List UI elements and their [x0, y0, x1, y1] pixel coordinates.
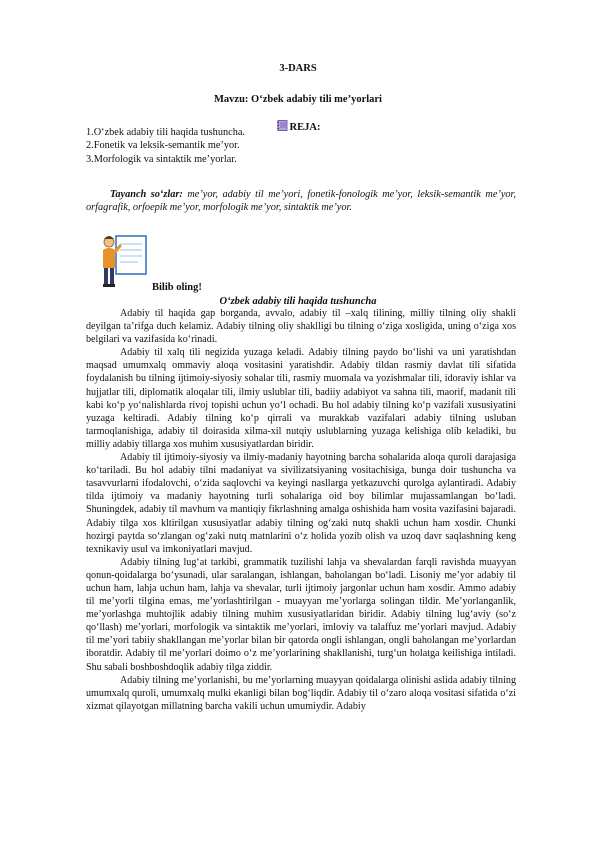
paragraph: Adabiy tilning me’yorlanishi, bu me’yorlarning muayyan qoidalarga olinishi aslida adabiy tilning umumxalq quroli, umumxalq mulki ekanligi bilan bog‘liqdir. Adabiy til o‘zaro aloqa vositasi sifatida o‘zi xizmat qilayotgan millatning barcha vakili uchun umumiydir. Adabiy — [86, 674, 516, 712]
teacher-with-board-icon — [100, 230, 148, 290]
paragraph: Adabiy til xalq tili negizida yuzaga keladi. Adabiy tilning paydo bo‘lishi va uni yaratishdan maqsad umumxalq ommaviy aloqa vositasini yaratishdir. Adabiy tildan rasmiy davlat tili sifatida foydalanish bu tilning ijtimoiy-siyosiy sohalar tili, rasmiy muomala va yozishmalar tili, idoraviy ishlar va hujjatlar tili, diplomatik aloqalar tili, ilmiy uslublar tili, badiiy adabiyot va sahna tili, maorif, madanit tili kabi ko‘p yo‘nalishlarda rivoj topishi uchun yo‘l ochadi. Bu hol adabiy tilning ko‘p vazifali xususiyatini yuzaga keltiradi. Adabiy tilning ko‘p qirrali va murakkab vazifalari adabiy tilning usluban tarmoqlanishiga, adabiy til doirasida xilma-xil nutqiy uslublarning yuzaga kelishiga olib keladiki, bu milliy adabiy tillarga xos muhim xususiyatlardan biridir. — [86, 347, 516, 450]
plan-title: REJA: — [289, 122, 321, 133]
plan-item: 3.Morfologik va sintaktik me’yorlar. — [86, 153, 237, 165]
body-text — [86, 307, 516, 713]
paragraph: Adabiy til haqida gap borganda, avvalo, adabiy til –xalq tilining, milliy tilning oliy shakli deyilgan ta’rifga duch kelamiz. Adabiy tilning oliy shaklligi bu tilning o‘ziga xosligida, uning o‘ziga xos belgilari va vazifasida ko‘rinadi. — [86, 308, 516, 346]
section-title: O‘zbek adabiy tili haqida tushuncha — [219, 296, 377, 307]
keywords-label: Tayanch so‘zlar: — [110, 189, 183, 200]
plan-item: 2.Fonetik va leksik-semantik me’yor. — [86, 140, 240, 152]
learn-label: Bilib oling! — [152, 282, 202, 293]
keywords-paragraph — [86, 188, 516, 215]
topic-title: Mavzu: O‘zbek adabiy tili me’yorlari — [214, 94, 382, 105]
plan-list — [86, 126, 245, 166]
lesson-number: 3-DARS — [279, 63, 317, 74]
paragraph: Adabiy tilning lug‘at tarkibi, grammatik tuzilishi lahja va shevalardan farqli ravishda muayyan qonun-qoidalarga bo‘ysunadi, ular saralangan, ishlangan, baholangan bo‘ladi. Lisoniy me’yor adabiy til uchun ham, lahja uchun ham, lahja va shevalar, turli ijtimoiy jargonlar uchun ham xosdir. Ammo adabiy til me’yorli tilgina emas, me’yorlashtirilgan - muayyan me’yorlarga solingan tildir. Me’yorlanganlik, me’yorlashga muhtojlik adabiy tilning muhim xususiyatlaridan biridir. Adabiy tilning lug‘aviy (so‘z qo‘llash) me’yorlari, morfologik va sintaktik me’yorlari, imloviy va talaffuz me’yorlari mavjud. Adabiy til me’yori tabiiy shakllangan me’yorlar bilan bir qatorda ongli ishlangan, ongli baholangan me’yorlardan iboratdir. Adabiy til me’yorlari doimo o‘z me’yorlarining shakllanishi, turg‘un holatga keilishiga intiladi. Shu sabali boshboshdoqlik adabiy tilga ziddir. — [86, 556, 516, 673]
plan-item: 1.O‘zbek adabiy tili haqida tushuncha. — [86, 127, 245, 138]
keywords-text: me’yor, adabiy til me’yori, fonetik-fonologik me’yor, leksik-semantik me’yor, orfagrafik, orfoepik me’yor, morfologik me’yor, sintaktik me’yor. — [86, 189, 516, 214]
notebook-icon — [276, 120, 288, 131]
paragraph: Adabiy til ijtimoiy-siyosiy va ilmiy-madaniy hayotning barcha sohalarida aloqa quroli darajasiga ko‘tariladi. Bu hol adabiy tilni madaniyat va sivilizatsiyaning vositachisiga, bunga doir tushuncha va tasavvurlarni ifodalovchi, o‘zida saqlovchi va keyingi nasllarga yetkazuvchi qurolga aylantiradi. Adabiy tilda ijtimoiy va madaniy hayotning turli sohalariga oid boy bilimlar mujassamlangan bo‘ladi. Shuningdek, adabiy til mavhum va mantiqiy fikrlashning amalga oshishida ham vosita vazifasini bajaradi. Adabiy tilga xos kltirilgan xususiyatlar adabiy tilning og‘zaki nutq shakli uchun ham xosdir. Chunki hozirgi paytda so‘zlangan og‘zaki nutq matnlarini o‘z holida yozib olish va uzoq davr saqlashning keng texnikaviy usul va imkoniyatlari mavjud. — [86, 452, 516, 555]
